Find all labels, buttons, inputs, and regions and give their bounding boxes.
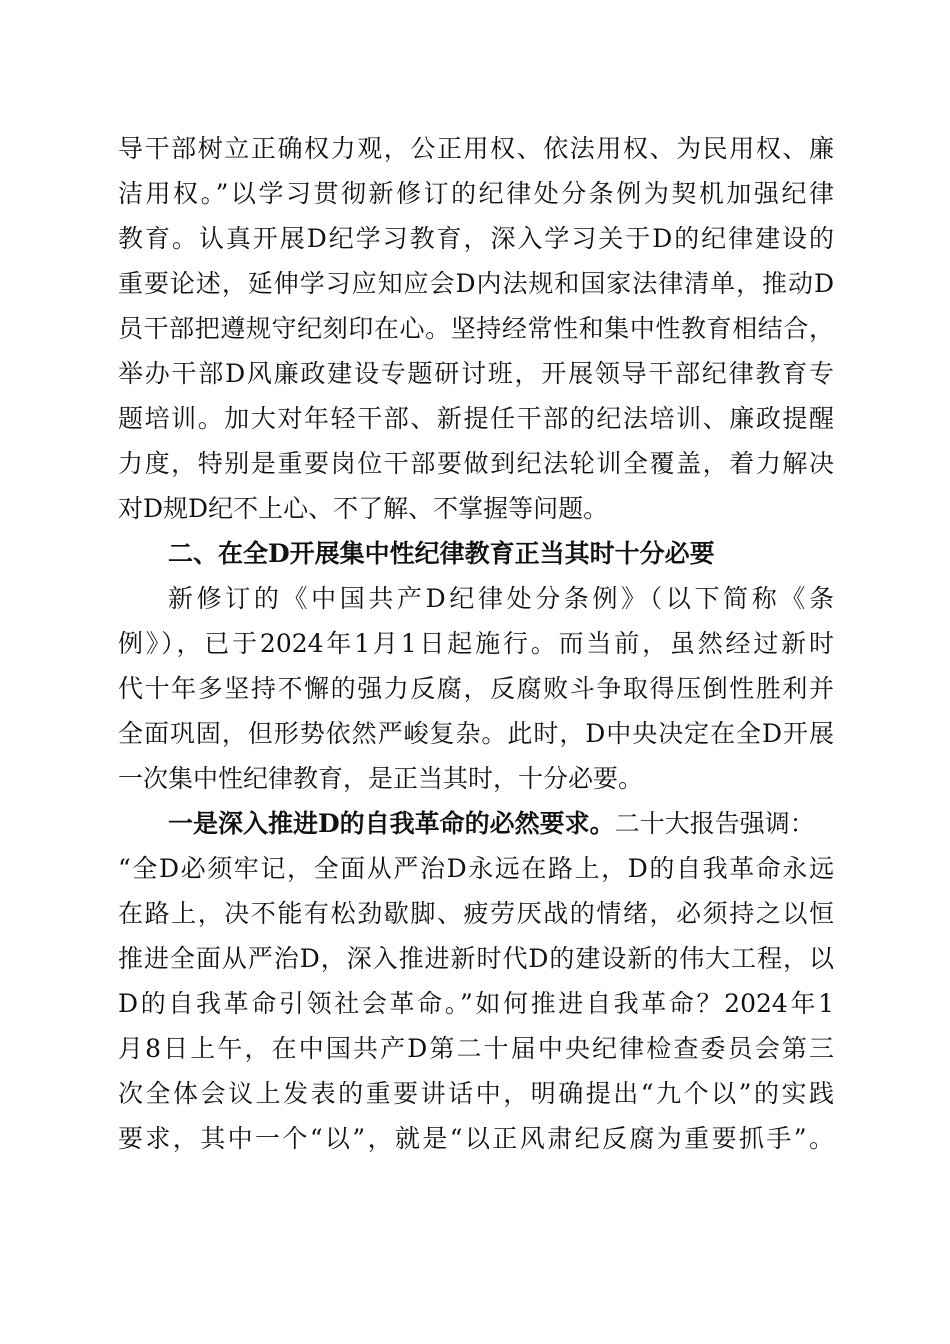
paragraph-line: 导干部树立正确权力观，公正用权、依法用权、为民用权、廉	[118, 134, 834, 163]
paragraph-line: 力度，特别是重要岗位干部要做到纪法轮训全覆盖，着力解决	[118, 449, 834, 478]
paragraph-line: 对D规D纪不上心、不了解、不掌握等问题。	[118, 494, 609, 523]
paragraph-line: 代十年多坚持不懈的强力反腐，反腐败斗争取得压倒性胜利并	[118, 674, 834, 703]
paragraph-line: 题培训。加大对年轻干部、新提任干部的纪法培训、廉政提醒	[118, 404, 834, 433]
paragraph-line: 要求，其中一个“以”，就是“以正风肃纪反腐为重要抓手”。	[118, 1124, 834, 1153]
paragraph-line	[118, 801, 834, 846]
paragraph-line: 一次集中性纪律教育，是正当其时，十分必要。	[118, 764, 644, 793]
paragraph-line: D的自我革命引领社会革命。”如何推进自我革命？2024年1	[118, 989, 834, 1018]
document-body	[118, 126, 834, 1161]
paragraph-line: 全面巩固，但形势依然严峻复杂。此时，D中央决定在全D开展	[118, 719, 834, 748]
section-heading: 二、在全D开展集中性纪律教育正当其时十分必要	[168, 539, 715, 568]
paragraph-line: “全D必须牢记，全面从严治D永远在路上，D的自我革命永远	[118, 854, 834, 883]
paragraph-line: 例》），已于2024年1月1日起施行。而当前，虽然经过新时	[118, 629, 834, 658]
paragraph-line: 推进全面从严治D，深入推进新时代D的建设新的伟大工程，以	[118, 944, 834, 973]
inline-text: 二十大报告强调：	[614, 809, 815, 838]
paragraph-line: 次全体会议上发表的重要讲话中，明确提出“九个以”的实践	[118, 1079, 834, 1108]
paragraph-line: 重要论述，延伸学习应知应会D内法规和国家法律清单，推动D	[118, 269, 834, 298]
paragraph-line: 月8日上午，在中国共产D第二十届中央纪律检查委员会第三	[118, 1034, 834, 1063]
paragraph-line: 员干部把遵规守纪刻印在心。坚持经常性和集中性教育相结合，	[118, 314, 834, 343]
paragraph-line: 新修订的《中国共产D纪律处分条例》（以下简称《条	[168, 584, 834, 613]
paragraph-line: 在路上，决不能有松劲歇脚、疲劳厌战的情绪，必须持之以恒	[118, 899, 834, 928]
paragraph-line: 教育。认真开展D纪学习教育，深入学习关于D的纪律建设的	[118, 224, 834, 253]
paragraph-line: 举办干部D风廉政建设专题研讨班，开展领导干部纪律教育专	[118, 359, 834, 388]
bold-lead-phrase: 一是深入推进D的自我革命的必然要求。	[168, 809, 615, 838]
paragraph-line: 洁用权。”以学习贯彻新修订的纪律处分条例为契机加强纪律	[118, 179, 834, 208]
